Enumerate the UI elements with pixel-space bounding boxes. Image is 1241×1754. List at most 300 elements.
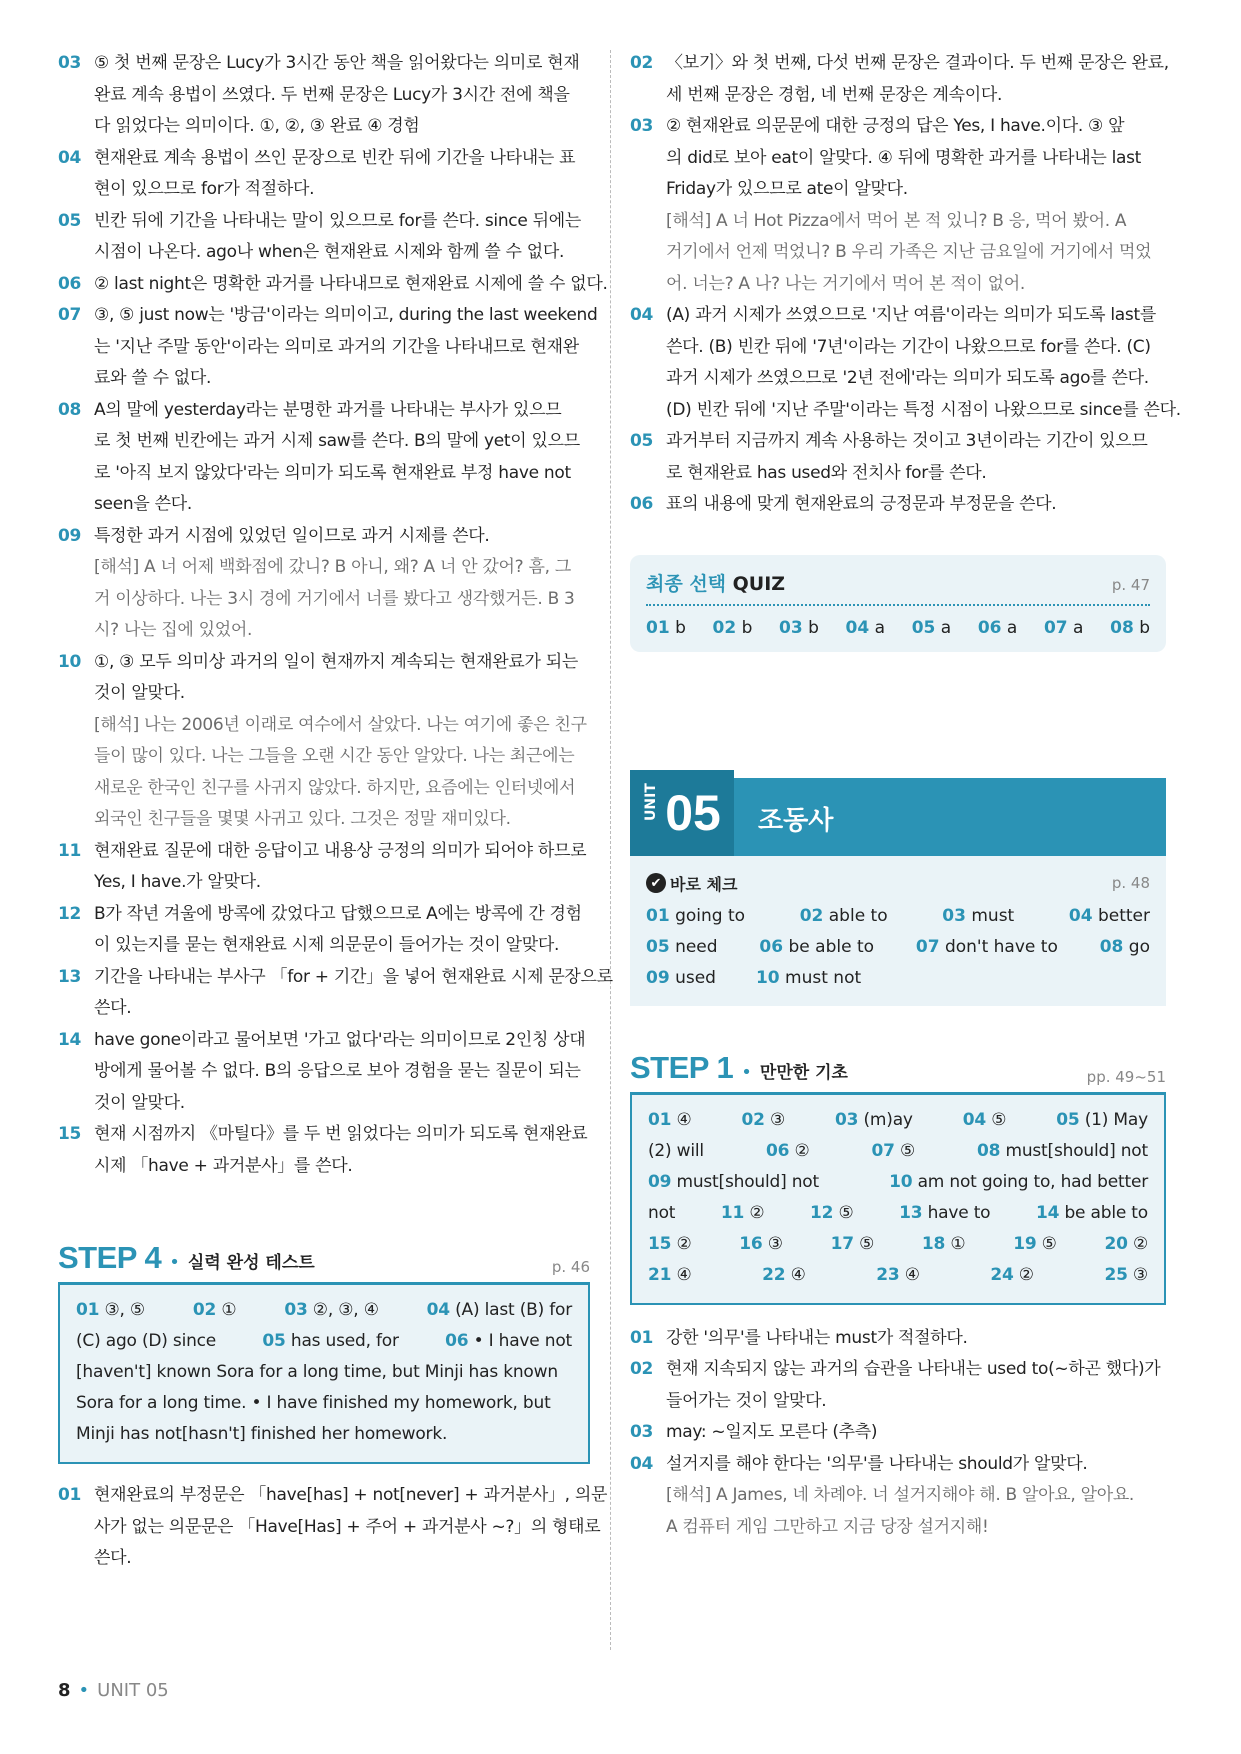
item-text — [94, 143, 590, 206]
answer-entry — [262, 1326, 398, 1357]
answer-entry — [427, 1295, 572, 1326]
answer-value: ② — [1013, 1264, 1034, 1285]
item-number: 09 — [58, 525, 82, 546]
answer-entry — [76, 1295, 145, 1326]
answer-entry — [721, 1198, 765, 1229]
text-line: ①, ③ 모두 의미상 과거의 일이 현재까지 계속되는 현재완료가 되는 — [94, 651, 578, 672]
item-number: 05 — [630, 431, 654, 451]
unit-title: 조동사 — [758, 805, 834, 836]
answer-number: 13 — [899, 1202, 923, 1223]
item-number: 15 — [58, 1124, 82, 1144]
answer-entry — [76, 1326, 216, 1357]
text-line: seen을 쓴다. — [94, 494, 192, 514]
unit-label: UNIT — [643, 782, 660, 821]
answer-line — [648, 1136, 1148, 1167]
footer-unit: UNIT 05 — [97, 1680, 169, 1701]
answer-box — [630, 1092, 1166, 1305]
text-line: 〈보기〉와 첫 번째, 다섯 번째 문장은 결과이다. 두 번째 문장은 완료, — [666, 53, 1169, 73]
translation-line: 어. 너는? A 나? 나는 거기에서 먹어 본 적이 없어. — [666, 273, 1025, 294]
answer-value: b — [808, 617, 819, 638]
answer-line — [648, 1229, 1148, 1260]
answer-number: 15 — [648, 1233, 672, 1254]
translation-line: 들이 많이 있다. 나는 그들을 오랜 시간 동안 알았다. 나는 최근에는 — [94, 746, 575, 766]
answer-value: (m)ay — [858, 1109, 913, 1130]
answer-number: 01 — [646, 905, 670, 926]
answer-entry — [1100, 932, 1150, 963]
answer-number: 10 — [755, 967, 780, 988]
answer-value: (1) May — [1079, 1109, 1148, 1130]
text-line: 의 did로 보아 eat이 알맞다. ④ 뒤에 명확한 과거를 나타내는 last — [666, 147, 1142, 168]
answer-value: must not — [779, 967, 862, 988]
answer-line — [76, 1326, 572, 1357]
explanation-item — [630, 1449, 1166, 1544]
text-line: 현재 시점까지 《마틸다》를 두 번 읽었다는 의미가 되도록 현재완료 — [94, 1124, 588, 1144]
item-text — [94, 1025, 590, 1120]
item-text — [94, 836, 590, 899]
answer-entry — [835, 1105, 913, 1136]
answer-entry — [648, 1260, 692, 1291]
explanation-item — [58, 143, 590, 206]
spacer — [630, 1305, 1166, 1323]
answer-number: 04 — [845, 617, 870, 638]
text-line: 것이 알맞다. — [94, 683, 185, 703]
translation-line: [해석] A 너 어제 백화점에 갔니? B 아니, 왜? A 너 안 갔어? 흠, 그 — [94, 557, 571, 577]
text-line: 료와 쓸 수 없다. — [94, 368, 212, 388]
text-line: 쓴다. — [94, 998, 132, 1018]
answer-number: 02 — [741, 1109, 765, 1130]
answer-entry — [876, 1260, 920, 1291]
answer-entry — [646, 932, 718, 963]
unit-tab — [630, 770, 734, 856]
text-line: 로 첫 번째 빈칸에는 과거 시제 saw를 쓴다. B의 말에 yet이 있으므 — [94, 431, 580, 451]
answer-number: 05 — [911, 617, 936, 638]
text-line: 현재완료 질문에 대한 응답이고 내용상 긍정의 의미가 되어야 하므로 — [94, 840, 587, 861]
text-line: B가 작년 겨울에 방콕에 갔었다고 답했으므로 A에는 방콕에 간 경험 — [94, 903, 582, 924]
item-text — [94, 647, 590, 836]
step-label: STEP 1 — [630, 1049, 734, 1085]
step-title — [58, 1240, 315, 1276]
explanation-item — [58, 899, 590, 962]
quiz-answer — [646, 618, 686, 638]
answer-number: 12 — [809, 1202, 834, 1223]
answer-entry — [810, 1198, 854, 1229]
answer-entry — [759, 932, 874, 963]
answer-number: 03 — [284, 1300, 308, 1320]
answer-entry — [756, 963, 861, 994]
answer-value: ① — [216, 1300, 237, 1320]
text-line: 사가 없는 의문문은 「Have[Has] + 주어 + 과거분사 ~?」의 형태로 — [94, 1516, 601, 1537]
text-line: 쓴다. — [94, 1548, 132, 1568]
quiz-answer — [713, 618, 753, 638]
text-line: have gone이라고 물어보면 '가고 없다'라는 의미이므로 2인칭 상대 — [94, 1029, 586, 1050]
answer-number: 24 — [990, 1264, 1014, 1285]
text-line: Friday가 있으므로 ate이 알맞다. — [666, 179, 908, 199]
answer-value: ⑤ — [833, 1202, 854, 1223]
check-title — [646, 872, 737, 895]
answer-value: a — [1006, 617, 1018, 638]
answer-entry — [762, 1260, 806, 1291]
step-header — [630, 1050, 1166, 1092]
answer-entry — [646, 901, 745, 932]
answer-entry — [648, 1136, 704, 1167]
answer-number: 23 — [876, 1264, 900, 1285]
text-line: 과거 시제가 쓰였으므로 '2년 전에'라는 의미가 되도록 ago를 쓴다. — [666, 368, 1149, 388]
answer-number: 08 — [1110, 617, 1134, 638]
quiz-answer — [978, 618, 1018, 638]
answer-value: am not going to, had better — [912, 1171, 1148, 1192]
item-number: 03 — [630, 116, 654, 136]
answer-value: • I have not — [468, 1331, 572, 1351]
text-line: 들어가는 것이 알맞다. — [666, 1390, 827, 1411]
text-line: 다 읽었다는 의미이다. ①, ②, ③ 완료 ④ 경험 — [94, 116, 420, 136]
answer-entry — [445, 1326, 572, 1357]
answer-value: ⑤ — [986, 1109, 1007, 1130]
answer-number: 04 — [426, 1300, 450, 1320]
answer-entry — [800, 901, 888, 932]
explanation-item — [630, 1323, 1166, 1355]
text-line: 빈칸 뒤에 기간을 나타내는 말이 있으므로 for를 쓴다. since 뒤에는 — [94, 210, 581, 231]
check-row — [646, 901, 1150, 932]
answer-value: a — [1073, 617, 1084, 638]
item-text — [666, 489, 1166, 521]
explanation-item — [58, 1480, 608, 1575]
text-line: 는 '지난 주말 동안'이라는 의미로 과거의 기간을 나타내므로 현재완 — [94, 336, 579, 357]
page-reference: pp. 49~51 — [1086, 1067, 1166, 1086]
spacer — [58, 1464, 590, 1480]
item-number: 02 — [630, 53, 654, 73]
item-text — [94, 521, 590, 647]
step-header — [58, 1240, 590, 1282]
text-line: 기간을 나타내는 부사구 「for + 기간」을 넣어 현재완료 시제 문장으로 — [94, 966, 613, 987]
answer-value: ②, ③, ④ — [307, 1300, 379, 1320]
item-number: 02 — [630, 1359, 654, 1379]
answer-line — [76, 1388, 572, 1419]
explanation-item — [58, 521, 590, 647]
answer-entry — [1104, 1260, 1148, 1291]
answer-number: 10 — [889, 1171, 913, 1192]
answer-value: ③ — [764, 1109, 786, 1130]
page-footer — [58, 1680, 169, 1701]
answer-value: able to — [823, 905, 888, 926]
item-number: 11 — [58, 840, 82, 861]
answer-entry — [1056, 1105, 1148, 1136]
text-line: 이 있는지를 묻는 현재완료 시제 의문문이 들어가는 것이 알맞다. — [94, 935, 560, 955]
answer-value: (A) last (B) for — [449, 1300, 572, 1320]
text-line: ② last night은 명확한 과거를 나타내므로 현재완료 시제에 쓸 수 없다. — [94, 273, 608, 294]
answer-number: 02 — [192, 1300, 217, 1320]
text-line: 세 번째 문장은 경험, 네 번째 문장은 계속이다. — [666, 84, 1003, 105]
page-reference: p. 48 — [1111, 874, 1150, 892]
explanation-item — [630, 111, 1166, 300]
explanation-item — [58, 48, 590, 143]
item-text — [666, 1323, 1166, 1355]
item-number: 07 — [58, 305, 82, 325]
item-number: 06 — [58, 273, 82, 294]
answer-number: 14 — [1035, 1202, 1060, 1223]
answer-value: better — [1092, 905, 1150, 926]
answer-number: 22 — [762, 1264, 786, 1285]
answer-number: 19 — [1013, 1233, 1037, 1254]
answer-value: used — [669, 967, 716, 988]
quiz-box — [630, 555, 1166, 652]
text-line: (D) 빈칸 뒤에 '지난 주말'이라는 특정 시점이 나왔으므로 since를 쓴다. — [666, 399, 1181, 420]
item-number: 01 — [58, 1485, 82, 1505]
explanation-item — [58, 647, 590, 836]
answer-entry — [739, 1229, 783, 1260]
item-text — [94, 300, 597, 395]
answer-entry — [648, 1167, 819, 1198]
answer-line — [648, 1198, 1148, 1229]
answer-line — [76, 1357, 572, 1388]
answer-value: don't have to — [939, 936, 1058, 957]
answer-number: 25 — [1104, 1264, 1128, 1285]
text-line: 로 '아직 보지 않았다'라는 의미가 되도록 현재완료 부정 have not — [94, 462, 571, 483]
quiz-answer — [779, 618, 819, 638]
answer-number: 05 — [646, 936, 670, 957]
item-text — [94, 1119, 590, 1182]
text-line: ③, ⑤ just now는 '방금'이라는 의미이고, during the last weekend — [94, 305, 598, 325]
answer-value: (C) ago (D) since — [76, 1331, 217, 1351]
text-line: 쓴다. (B) 빈칸 뒤에 '7년'이라는 기간이 나왔으므로 for를 쓴다. (C) — [666, 336, 1151, 357]
item-number: 06 — [630, 494, 654, 514]
answer-value: ③ — [1127, 1264, 1148, 1285]
answer-value: ② — [744, 1202, 765, 1223]
checkmark-icon: ✔ — [646, 873, 666, 893]
answer-entry — [1036, 1198, 1148, 1229]
answer-number: 02 — [799, 905, 824, 926]
quiz-title — [646, 569, 785, 596]
answer-value: a — [874, 617, 886, 638]
page-number: 8 — [58, 1680, 71, 1701]
answer-entry — [922, 1229, 966, 1260]
explanation-item — [630, 489, 1166, 521]
translation-line: [해석] 나는 2006년 이래로 여수에서 살았다. 나는 여기에 좋은 친구 — [94, 714, 587, 735]
answer-value: b — [1139, 617, 1150, 638]
answer-value: a — [940, 617, 952, 638]
item-text — [666, 426, 1166, 489]
answer-value: ⑤ — [1036, 1233, 1057, 1254]
item-text — [666, 111, 1166, 300]
translation-line: [해석] A James, 네 차례야. 너 설거지해야 해. B 알아요, 알아요. — [666, 1485, 1135, 1505]
step-subtitle: 만만한 기초 — [759, 1062, 848, 1083]
explanation-item — [58, 206, 590, 269]
item-text — [666, 300, 1181, 426]
answer-entry — [963, 1105, 1007, 1136]
text-line: 현이 있으므로 for가 적절하다. — [94, 179, 315, 199]
answer-value: must — [965, 905, 1015, 926]
text-line: (A) 과거 시제가 쓰였으므로 '지난 여름'이라는 의미가 되도록 last를 — [666, 305, 1156, 325]
page-reference: p. 47 — [1111, 575, 1150, 594]
text-line: 표의 내용에 맞게 현재완료의 긍정문과 부정문을 쓴다. — [666, 494, 1057, 514]
answer-line — [76, 1295, 572, 1326]
answer-value: [haven't] known Sora for a long time, but Minji has known — [76, 1362, 558, 1382]
text-line: 강한 '의무'를 나타내는 must가 적절하다. — [666, 1327, 968, 1348]
answer-value: need — [669, 936, 718, 957]
unit-banner — [630, 778, 1166, 856]
translation-line: 새로운 한국인 친구를 사귀지 않았다. 하지만, 요즘에는 인터넷에서 — [94, 777, 576, 798]
text-line: 현재완료의 부정문은 「have[has] + not[never] + 과거분사」, 의문 — [94, 1485, 608, 1505]
translation-line: 거 이상하다. 나는 3시 경에 거기에서 너를 봤다고 생각했거든. B 3 — [94, 588, 575, 609]
answer-number: 09 — [648, 1171, 672, 1192]
text-line: ② 현재완료 의문문에 대한 긍정의 답은 Yes, I have.이다. ③ 앞 — [666, 116, 1125, 136]
answer-number: 06 — [759, 936, 784, 957]
answer-value: Minji has not[hasn't] finished her homework. — [76, 1424, 448, 1444]
left-column — [58, 48, 613, 1575]
explanation-item — [630, 48, 1169, 111]
quiz-answer — [846, 618, 886, 638]
item-number: 04 — [630, 305, 654, 325]
item-text — [94, 1480, 607, 1575]
answer-number: 03 — [779, 617, 803, 638]
quiz-answer — [912, 618, 952, 638]
quiz-header — [646, 569, 1150, 606]
item-number: 08 — [58, 399, 82, 420]
quiz-answer — [1110, 618, 1150, 638]
item-text — [666, 48, 1169, 111]
answer-number: 18 — [921, 1233, 946, 1254]
answer-value: ④ — [785, 1264, 806, 1285]
item-number: 14 — [58, 1029, 82, 1050]
translation-line: [해석] A 너 Hot Pizza에서 먹어 본 적 있니? B 응, 먹어 봤어. A — [666, 210, 1127, 231]
check-row — [646, 932, 1150, 963]
item-text — [94, 395, 590, 521]
answer-number: 11 — [720, 1202, 745, 1223]
text-line: 과거부터 지금까지 계속 사용하는 것이고 3년이라는 기간이 있으므 — [666, 431, 1148, 451]
answer-number: 21 — [648, 1264, 672, 1285]
explanation-item — [630, 426, 1166, 489]
answer-number: 06 — [765, 1140, 790, 1161]
answer-number: 07 — [915, 936, 940, 957]
quiz-answers — [646, 618, 1150, 638]
explanation-item — [58, 300, 598, 395]
answer-value: ④ — [671, 1264, 692, 1285]
answer-value: ① — [945, 1233, 966, 1254]
answer-entry — [76, 1419, 447, 1450]
answer-line — [648, 1167, 1148, 1198]
answer-number: 02 — [712, 617, 737, 638]
check-header — [646, 872, 1150, 895]
answer-value: (2) will — [648, 1140, 704, 1161]
text-line: 특정한 과거 시점에 있었던 일이므로 과거 시제를 쓴다. — [94, 525, 490, 546]
translation-line: 거기에서 언제 먹었니? B 우리 가족은 지난 금요일에 거기에서 먹었 — [666, 242, 1152, 262]
answer-number: 06 — [977, 617, 1002, 638]
unit-number: 05 — [665, 784, 721, 841]
answer-number: 04 — [1068, 905, 1093, 926]
answer-value: ② — [671, 1233, 692, 1254]
answer-value: not — [648, 1202, 676, 1223]
answer-value: ④ — [899, 1264, 920, 1285]
answer-box — [58, 1282, 590, 1464]
item-text — [666, 1417, 1166, 1449]
text-line: 방에게 물어볼 수 없다. B의 응답으로 보아 경험을 묻는 질문이 되는 — [94, 1061, 581, 1081]
item-number: 13 — [58, 966, 82, 987]
item-text — [94, 899, 590, 962]
translation-line: 외국인 친구들을 몇몇 사귀고 있다. 그것은 정말 재미있다. — [94, 809, 511, 829]
item-number: 01 — [630, 1327, 654, 1348]
translation-line: A 컴퓨터 게임 그만하고 지금 당장 설거지해! — [666, 1516, 989, 1537]
check-title-text: 바로 체크 — [670, 874, 738, 894]
item-text — [666, 1354, 1166, 1417]
answer-number: 17 — [830, 1233, 854, 1254]
explanation-item — [58, 962, 613, 1025]
item-number: 04 — [630, 1453, 654, 1474]
text-line: 현재 지속되지 않는 과거의 습관을 나타내는 used to(~하곤 했다)가 — [666, 1359, 1161, 1379]
quiz-answer — [1044, 618, 1084, 638]
answer-entry — [648, 1198, 675, 1229]
answer-entry — [990, 1260, 1034, 1291]
answer-number: 04 — [962, 1109, 987, 1130]
answer-entry — [76, 1388, 551, 1419]
text-line: ⑤ 첫 번째 문장은 Lucy가 3시간 동안 책을 읽어왔다는 의미로 현재 — [94, 53, 580, 73]
item-text — [666, 1449, 1166, 1544]
answer-entry — [1069, 901, 1150, 932]
answer-number: 03 — [942, 905, 966, 926]
answer-value: have to — [922, 1202, 991, 1223]
answer-number: 08 — [977, 1140, 1001, 1161]
answer-entry — [942, 901, 1014, 932]
explanation-item — [630, 1354, 1166, 1417]
item-text — [94, 206, 590, 269]
text-line: 현재완료 계속 용법이 쓰인 문장으로 빈칸 뒤에 기간을 나타내는 표 — [94, 147, 576, 168]
item-text — [94, 269, 608, 301]
answer-entry — [742, 1105, 786, 1136]
answer-number: 01 — [76, 1300, 100, 1320]
explanation-item — [58, 395, 590, 521]
answer-entry — [648, 1229, 692, 1260]
page-reference: p. 46 — [551, 1258, 590, 1276]
answer-entry — [871, 1136, 915, 1167]
check-row — [646, 963, 1150, 994]
answer-entry — [766, 1136, 810, 1167]
answer-number: 06 — [445, 1331, 469, 1351]
explanation-item — [58, 836, 590, 899]
text-line: 로 현재완료 has used와 전치사 for를 쓴다. — [666, 462, 987, 483]
answer-entry — [646, 963, 716, 994]
footer-separator: • — [78, 1680, 90, 1701]
answer-number: 16 — [739, 1233, 763, 1254]
text-line: Yes, I have.가 알맞다. — [94, 872, 261, 892]
text-line: A의 말에 yesterday라는 분명한 과거를 나타내는 부사가 있으므 — [94, 399, 562, 420]
answer-value: must[should] not — [1000, 1140, 1148, 1161]
answer-line — [76, 1419, 572, 1450]
answer-number: 09 — [646, 967, 670, 988]
item-number: 10 — [58, 651, 82, 672]
answer-entry — [889, 1167, 1148, 1198]
answer-entry — [193, 1295, 237, 1326]
quiz-title-ko: 최종 선택 — [646, 572, 727, 595]
item-number: 03 — [58, 53, 82, 73]
text-line: 시제 「have + 과거분사」를 쓴다. — [94, 1155, 353, 1176]
answer-number: 07 — [871, 1140, 895, 1161]
answer-value: ④ — [671, 1109, 692, 1130]
answer-value: b — [741, 617, 753, 638]
text-line: may: ~일지도 모른다 (추측) — [666, 1422, 878, 1442]
answer-value: go — [1123, 936, 1150, 957]
answer-entry — [284, 1295, 378, 1326]
answer-value: be able to — [783, 936, 875, 957]
answer-value: ③, ⑤ — [99, 1300, 145, 1320]
answer-entry — [916, 932, 1058, 963]
item-text — [94, 48, 590, 143]
right-column — [630, 48, 1181, 1543]
answer-line — [648, 1105, 1148, 1136]
answer-value: going to — [669, 905, 746, 926]
text-line: 설거지를 해야 한다는 '의무'를 나타내는 should가 알맞다. — [666, 1453, 1088, 1474]
answer-value: b — [675, 617, 686, 638]
answer-entry — [76, 1357, 558, 1388]
item-number: 05 — [58, 210, 82, 231]
step-subtitle: 실력 완성 테스트 — [187, 1253, 315, 1273]
